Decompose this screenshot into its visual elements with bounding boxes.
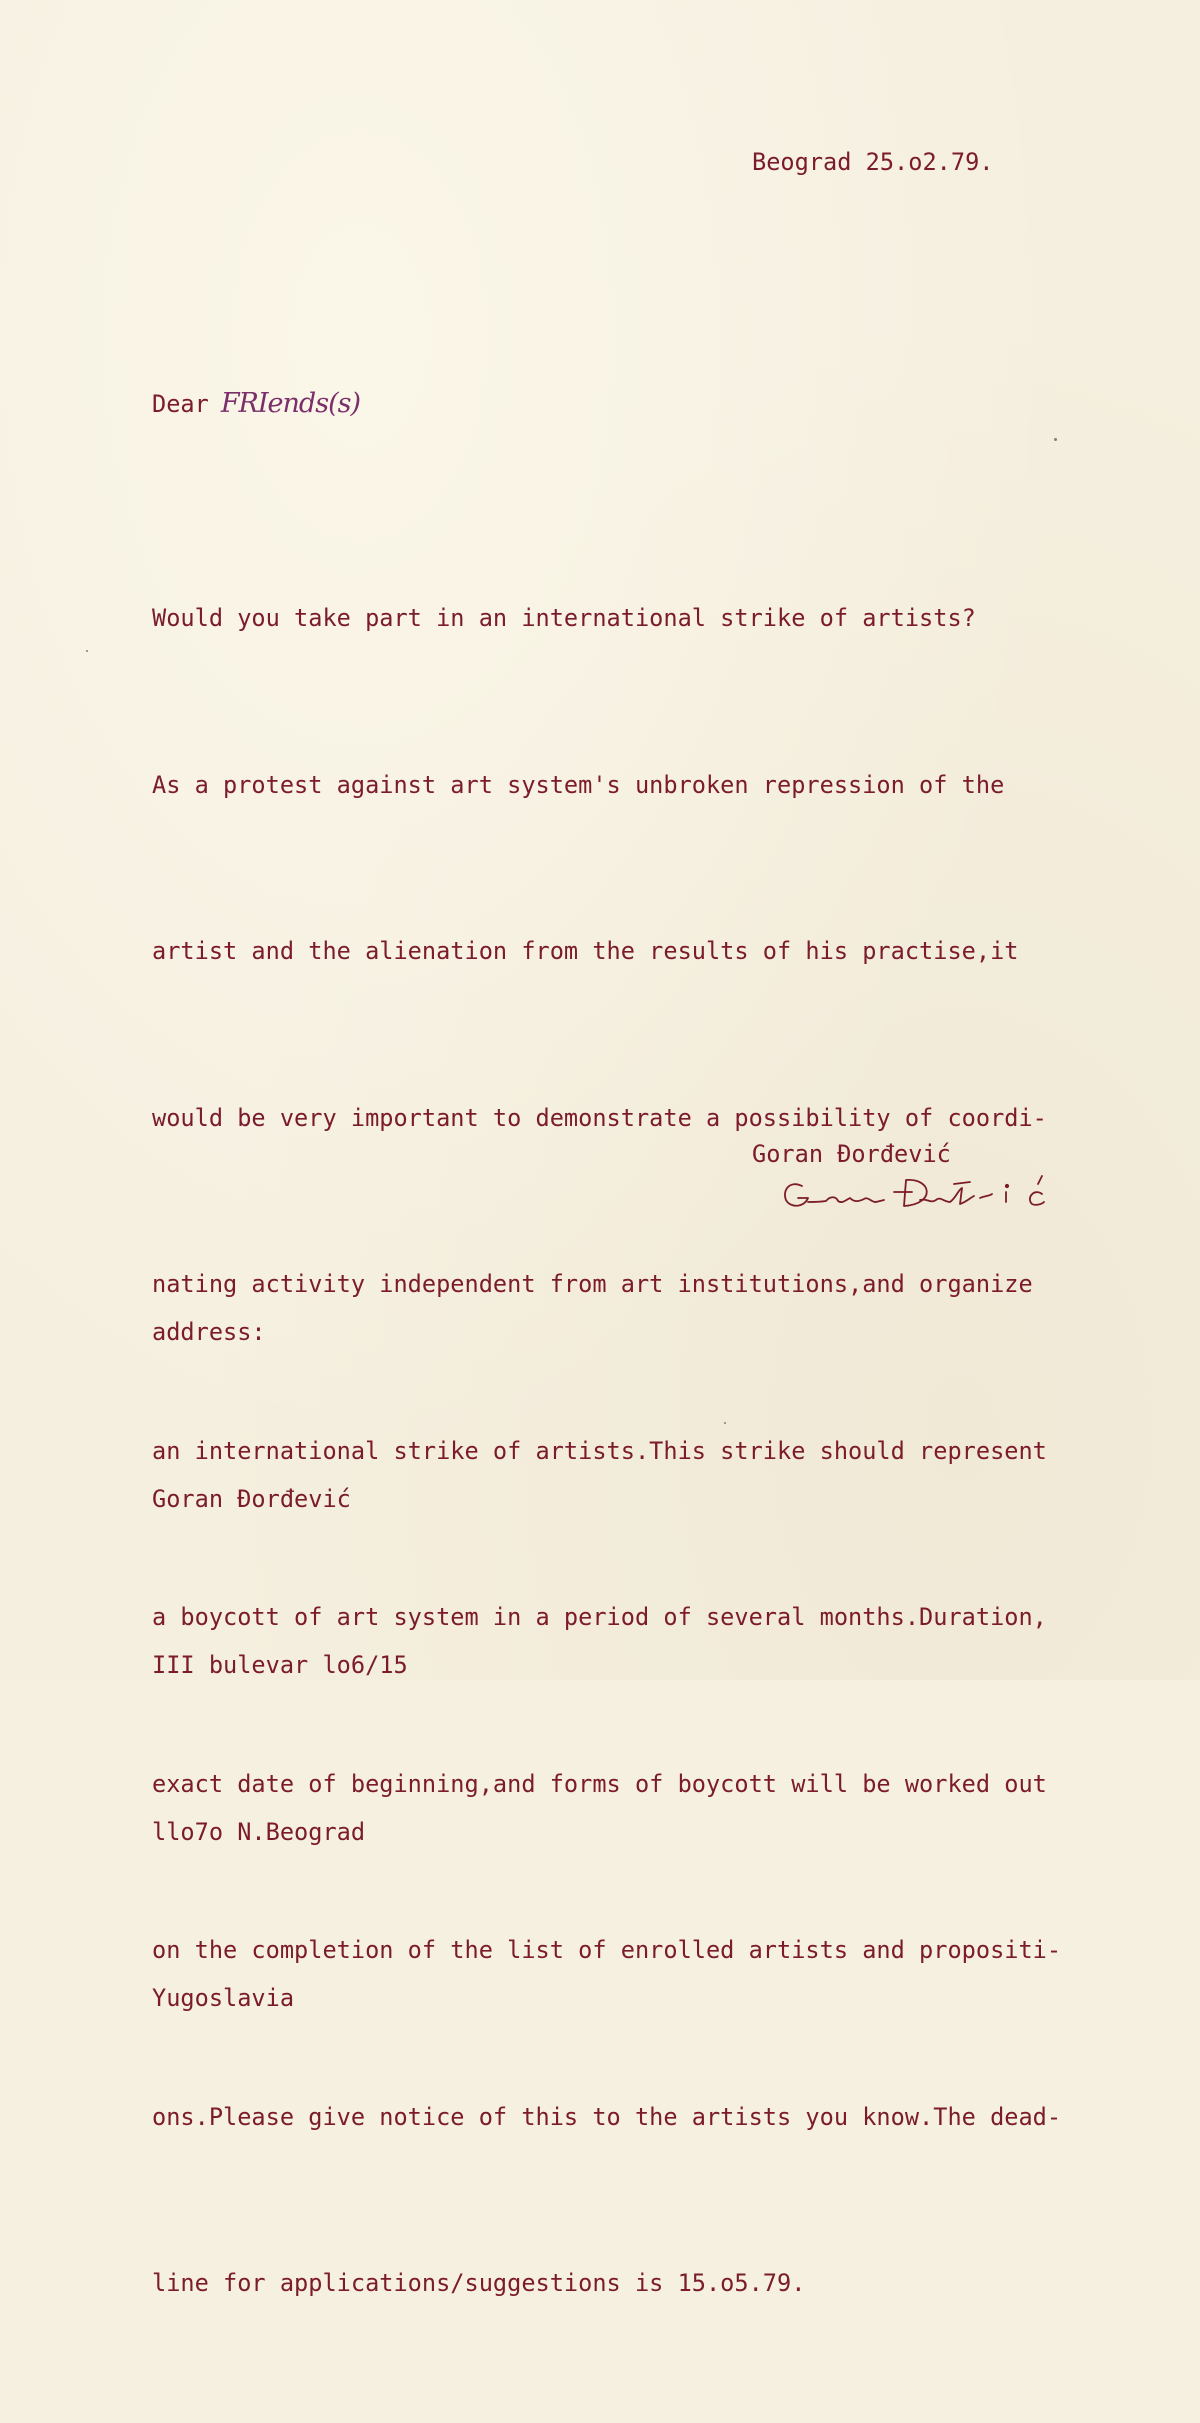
body-line: would be very important to demonstrate a possibility of coordi- <box>152 1103 1047 1132</box>
paper-speck <box>724 1422 726 1424</box>
letter-date: Beograd 25.o2.79. <box>752 148 994 176</box>
body-line: a boycott of art system in a period of several months.Duration, <box>152 1603 1047 1631</box>
address-label: address: <box>152 1318 266 1346</box>
paper-speck <box>86 650 88 652</box>
paper-speck <box>1054 438 1057 441</box>
address-block <box>152 1194 408 2138</box>
body-line: Would you take part in an international strike of artists? <box>152 604 976 632</box>
body-line: exact date of beginning,and forms of boycott will be worked out <box>152 1769 1047 1798</box>
body-line: As a protest against art system's unbroken repression of the <box>152 770 1005 799</box>
body-line: nating activity independent from art institutions,and organize <box>152 1270 1033 1298</box>
body-line: artist and the alienation from the results of his practise,it <box>152 937 1019 965</box>
address-line: III bulevar lo6/15 <box>152 1651 408 1679</box>
salutation-greeting: Dear <box>152 390 209 418</box>
body-line: on the completion of the list of enrolled artists and propositi- <box>152 1936 1062 1964</box>
address-line: Goran Đorđević <box>152 1484 351 1513</box>
handwritten-signature <box>780 1172 1070 1222</box>
salutation-handwritten-recipient: FRIends(s) <box>220 388 360 419</box>
salutation <box>152 388 360 419</box>
address-line: Yugoslavia <box>152 1984 295 2012</box>
body-line: line for applications/suggestions is 15.o5.79. <box>152 2269 806 2297</box>
body-line: an international strike of artists.This strike should represent <box>152 1436 1047 1465</box>
body-line: ons.Please give notice of this to the artists you know.The dead- <box>152 2102 1062 2131</box>
signer-name: Goran Đorđević <box>752 1140 951 1168</box>
address-line: llo7o N.Beograd <box>152 1817 366 1846</box>
